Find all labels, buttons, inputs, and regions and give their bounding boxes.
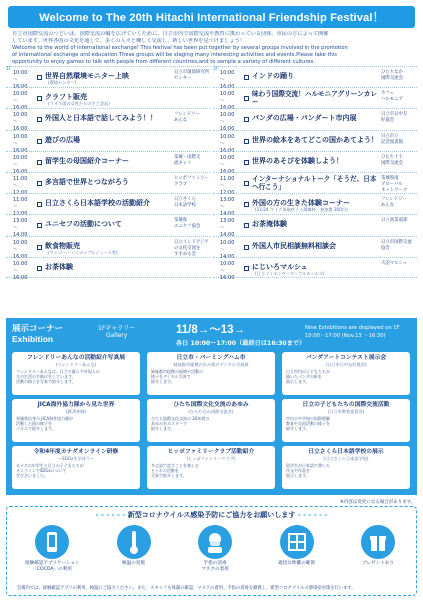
start-time: 11:00 <box>13 197 28 204</box>
end-time: 16:00 <box>220 274 235 281</box>
organizer-line: 日立インドアジア <box>174 239 209 245</box>
time-separator: 〜 <box>220 119 226 126</box>
end-time: 12:00 <box>220 189 235 196</box>
card-body-line: 茶城県出身の JICA海外協力隊が <box>16 416 74 421</box>
covid-item-label-line: 「COCOA」の利用 <box>32 567 72 572</box>
card-body <box>16 416 136 432</box>
start-time: 10:00 <box>220 154 235 161</box>
card-body-line: 多言語で話すことを楽しむ <box>151 463 199 468</box>
gift-icon <box>361 525 395 559</box>
checkbox-icon <box>37 160 42 165</box>
event-title: パンダの広場・パンダート市内展 <box>252 114 357 123</box>
organizer-line: 日立さくら <box>174 197 196 203</box>
organizer-line: ユニセフ協会 <box>174 224 201 230</box>
event-title: 味わう国際交流！ハルモニアグリーンカレー <box>252 90 377 107</box>
card-subtitle: (ヒッポファミリークラブ) <box>186 456 236 461</box>
exhibition-card <box>282 399 410 442</box>
organizer-line: 大沼マルシェ <box>381 260 408 266</box>
exhibition-card <box>147 352 275 395</box>
organizer-line: 茶城県 <box>174 218 188 224</box>
covid-item-label-line: プレゼントあり <box>362 561 394 566</box>
start-time: 10:00 <box>13 91 28 98</box>
time-range <box>13 261 35 282</box>
time-separator: 〜 <box>13 119 19 126</box>
title-dash: - - - - - - <box>297 511 328 519</box>
card-title: 日立さくら日本語学校の展示 <box>308 449 384 455</box>
exhibition-card <box>147 446 275 489</box>
card-body-line: 方の生活の手助けをしています。 <box>16 374 76 380</box>
event-title: 遊びの広場 <box>45 135 80 144</box>
intro-line: しています。世界各国の文化を通して、多くの人々と楝しく交流し、新しい世界を見つけましょう！ <box>12 38 245 44</box>
schedule-row <box>6 257 210 281</box>
end-time: 14:00 <box>13 232 28 239</box>
card-title: 令和4年度カナダオンライン研修 <box>33 449 119 455</box>
organizer <box>174 218 208 230</box>
event-title: クラフト販売 <box>45 93 87 102</box>
time-separator: 〜 <box>13 98 19 105</box>
organizer <box>174 112 208 124</box>
card-title: 日立の子どもたちの国際交流活動 <box>302 402 390 408</box>
card-body-line: 展示します。 <box>286 379 310 385</box>
checkbox-icon <box>37 245 42 250</box>
schedule-row <box>213 108 417 133</box>
end-time: 16:00 <box>220 168 235 175</box>
card-subtitle: (日立市日中友好協会) <box>325 362 367 367</box>
schedule-row <box>6 108 210 133</box>
card-title: 日立市・バーミングハム市 <box>176 355 246 361</box>
time-separator: 〜 <box>13 140 19 147</box>
covid-item-label <box>107 561 161 567</box>
organizer-line: ヒッポファミリー <box>174 175 209 181</box>
floor-label: 1F <box>6 67 12 72</box>
event-subtitle: (11/24 マイク再取材 / 入場無料・参加費 300円) <box>255 207 348 213</box>
organizer-line: 日立市環境研究所 <box>174 70 210 75</box>
checkbox-icon <box>244 181 249 186</box>
schedule-row <box>6 151 210 175</box>
exhibition-card <box>282 446 410 489</box>
card-title: パンダアートコンテスト展示会 <box>305 355 387 361</box>
start-time: 10:00 <box>220 239 235 246</box>
organizer-line: 茶城県南 <box>381 175 399 181</box>
end-time: 16:00 <box>13 253 28 260</box>
card-subtitle: (フレンドリーあんな) <box>55 362 97 367</box>
organizer-line: 国際交流会 <box>381 76 403 81</box>
event-subtitle: (環境センター) <box>48 80 77 85</box>
time-separator: 〜 <box>13 182 19 189</box>
covid-item-label-line: 手指の消毒 <box>203 561 227 566</box>
start-time: 11:00 <box>220 175 235 182</box>
exhibition-room <box>98 325 135 339</box>
event-title: お茶淹体験 <box>252 220 287 229</box>
organizer-line: センター <box>174 76 192 81</box>
event-title: ユニセフの活動について <box>45 220 122 229</box>
start-time: 10:00 <box>13 133 28 140</box>
organizer-line: 日立高茶道部 <box>381 218 408 224</box>
exhibition-card <box>147 399 275 442</box>
end-time: 16:00 <box>220 126 235 133</box>
card-subtitle: (JICA茶城) <box>66 409 86 414</box>
organizer-line: あんな <box>381 203 395 209</box>
event-title: 飲食物販売 <box>45 241 80 250</box>
end-time: 14:00 <box>220 253 235 260</box>
card-body-line: フレンドリーあんなは、日立で暮らす外国人の <box>16 369 100 374</box>
intro-line: Welcome to the world of international exchange! This festival has been put together by several groups involved in the promotion <box>12 45 348 51</box>
schedule-row <box>213 236 417 260</box>
event-title: 外国人と日本語で話してみよう！！ <box>45 114 157 123</box>
card-body-line: 姉妹都市提携の経緯や活動の <box>151 369 203 374</box>
organizer-line: 日立市立 <box>381 133 399 139</box>
organizer-line: クラブ <box>174 181 188 187</box>
organizer <box>174 70 208 82</box>
organizer-line: 好協会 <box>381 118 395 124</box>
organizer-line: 協会 <box>381 245 390 251</box>
organizer-line: 記念図書館 <box>381 139 403 145</box>
covid-title-text: 新型コロナウイルス感染予防にご協力をお願いします <box>127 511 296 519</box>
card-body <box>286 463 406 479</box>
start-time: 10:00 <box>220 70 235 76</box>
organizer <box>381 197 415 209</box>
schedule-row <box>213 172 417 196</box>
organizer <box>174 240 208 258</box>
event-subtitle: (ラオス国の女性たちの手工芸品) <box>48 101 110 107</box>
end-time: 16:00 <box>13 84 28 90</box>
covid-item <box>107 525 161 573</box>
covid-item <box>25 525 79 573</box>
start-time: 11:00 <box>13 175 28 182</box>
end-time: 14:00 <box>220 211 235 218</box>
room-name-en: Gallery <box>105 332 128 339</box>
schedule-row <box>213 66 417 90</box>
card-body-line: 紹介します。 <box>151 426 175 432</box>
organizer-line: フレンドリー <box>174 112 201 118</box>
start-time: 10:00 <box>13 70 28 76</box>
card-body-line: 紹介します。 <box>286 426 310 432</box>
covid-item-label <box>188 561 242 573</box>
card-body-line: 描いたパンダの絵を <box>286 374 322 380</box>
end-time: 16:00 <box>13 274 28 281</box>
checkbox-icon <box>37 202 42 207</box>
schedule-row <box>6 66 210 90</box>
organizer <box>381 176 415 194</box>
card-body <box>151 369 271 385</box>
checkbox-icon <box>244 245 249 250</box>
title-dash: - - - - - - <box>95 511 126 519</box>
checkbox-icon <box>37 181 42 186</box>
schedule-row <box>6 236 210 260</box>
time-separator: 〜 <box>220 182 226 189</box>
organizer-line: 日本語学校 <box>174 203 196 209</box>
event-title: 外国の方の生きた体験コーナー <box>252 199 350 208</box>
event-title: 外国人市民相談無料相談会 <box>252 241 336 250</box>
event-title: インターナショナルトーク「そうだ、日本へ行こう」 <box>252 174 377 191</box>
organizer <box>381 218 415 224</box>
card-title: JICA海外協力隊から見た世界 <box>37 402 115 408</box>
card-title: ひたち国際文化交流のあゆみ <box>173 402 249 408</box>
card-title: フレンドリーあんなの活動紹介写真展 <box>26 355 126 361</box>
exhibition-card <box>282 352 410 395</box>
organizer-line: ネットワーク <box>381 187 408 193</box>
organizer-line: 流ネット <box>174 160 192 166</box>
organizer <box>381 240 415 252</box>
card-body <box>286 369 406 385</box>
covid-item-label-line: 適切な距離の確保 <box>278 561 315 566</box>
card-subtitle: 姉妹都市提携の歩み紹介デジタル写真展 <box>173 362 249 367</box>
organizer-line: 日立市日中友 <box>381 112 408 118</box>
card-body-line: 市内小中学校の国際理解 <box>286 416 330 421</box>
exhibition-english-note <box>305 324 400 340</box>
opening-hours: 各日 10:00～17:00（最終日は16:30まで） <box>176 340 306 347</box>
schedule-right <box>213 66 417 281</box>
time-separator: 〜 <box>13 77 19 83</box>
schedule-left <box>6 66 210 281</box>
time-range <box>220 261 242 282</box>
organizer <box>381 261 415 267</box>
checkbox-icon <box>37 223 42 228</box>
event-title: 留学生の母国紹介コーナー <box>45 156 129 165</box>
card-body-line: 様子をデジタル写真で <box>151 374 191 380</box>
organizer-line: フレンドリー <box>381 197 408 203</box>
covid-title <box>7 510 416 520</box>
organizer <box>381 70 415 82</box>
schedule-row <box>213 151 417 175</box>
schedule-row <box>213 214 417 239</box>
english-note-line: 10:00～17:00 (Nov.13 ～16:30) <box>305 333 386 339</box>
event-title: 多言語で世界とつながろう <box>45 177 129 186</box>
event-subtitle: (日立ゴミセンターマーブルホールズ) <box>255 270 325 276</box>
schedule-row <box>6 172 210 196</box>
card-body-line: 写真で紹介します。 <box>151 473 187 479</box>
organizer-line: ひたち十王 <box>381 154 403 160</box>
intro-line: 日立市国際交流のつどいは、国際交流の輪を広げていくために、日立市内で国際交流や教育に携わっている団体、市民の方によって開催 <box>12 31 329 37</box>
schedule-row <box>213 87 417 112</box>
organizer <box>381 155 415 167</box>
organizer-line: すすめる会 <box>174 251 196 257</box>
time-separator: 〜 <box>220 161 226 168</box>
card-body-line: 日立市内の子どもたちが <box>286 369 330 374</box>
intro-line: of international exchange and education.These groups will be staging many interesting activities and events.Please take this <box>12 52 337 58</box>
end-time: 16:00 <box>13 105 28 112</box>
card-subtitle: (ひたちなか国際交流会) <box>188 409 234 414</box>
schedule-row <box>213 257 417 281</box>
organizer <box>174 197 208 209</box>
schedule-row <box>6 87 210 112</box>
card-body-line: ヒッポの活動を <box>151 468 179 474</box>
card-body <box>151 463 271 479</box>
organizer <box>381 91 415 103</box>
schedule-row <box>213 193 417 218</box>
exhibition-title-en: Exhibition <box>12 334 54 344</box>
time-separator: 〜 <box>13 267 19 274</box>
organizer-line: 茶城・国際交 <box>174 154 201 160</box>
organizer-line: 国際交流会 <box>381 160 403 166</box>
event-subtitle: (マンゴー・パイナップルジュース等) <box>48 249 118 255</box>
checkbox-icon <box>244 160 249 165</box>
covid-item-label <box>270 561 324 567</box>
organizer-line: カフェ <box>381 91 394 97</box>
start-time: 13:00 <box>13 218 28 225</box>
checkbox-icon <box>244 202 249 207</box>
exhibition-card <box>12 399 140 442</box>
covid-item-label <box>25 561 79 573</box>
covid-item <box>351 525 405 573</box>
end-time: 12:00 <box>13 211 28 218</box>
end-time: 16:00 <box>220 105 235 112</box>
schedule-row <box>6 214 210 239</box>
change-note: ※内容は変更になる場合があります。 <box>340 500 416 505</box>
card-body-line: 活動した国の様子を <box>16 421 52 427</box>
covid-item-label <box>351 561 405 567</box>
event-title: インドの踊り <box>252 72 294 80</box>
exhibition-panel <box>6 318 417 495</box>
exhibition-card <box>12 446 140 489</box>
time-separator: 〜 <box>220 140 226 147</box>
organizer <box>174 176 208 188</box>
card-body <box>16 369 136 385</box>
checkbox-icon <box>37 75 42 80</box>
checkbox-icon <box>37 96 42 101</box>
time-separator: 〜 <box>220 77 226 83</box>
room-name-jp: 1Fギャラリー <box>98 325 136 332</box>
checkbox-icon <box>244 223 249 228</box>
start-time: 10:00 <box>13 260 28 267</box>
end-time: 16:00 <box>13 126 28 133</box>
organizer-line: の文化交流を <box>174 245 201 251</box>
card-body <box>16 463 136 479</box>
exhibition-card <box>12 352 140 395</box>
checkbox-icon <box>244 117 249 122</box>
end-time: 16:00 <box>13 147 28 154</box>
card-body-line: パネルで紹介します。 <box>16 426 56 432</box>
covid-item <box>188 525 242 573</box>
start-time: 13:00 <box>220 197 235 204</box>
date-range: 11/8→〜13→ <box>176 324 246 336</box>
event-title: 世界のあそびを体験しよう！ <box>252 156 343 165</box>
intro-text <box>12 31 414 66</box>
time-separator: 〜 <box>220 267 226 274</box>
schedule-row <box>213 130 417 154</box>
schedule-row <box>6 130 210 154</box>
covid-item-label-line: マスクの着用 <box>201 567 229 572</box>
card-body-line: 紹介します。 <box>151 379 175 385</box>
end-time: 12:00 <box>13 189 28 196</box>
time-separator: 〜 <box>13 161 19 168</box>
start-time: 13:00 <box>220 218 235 225</box>
checkbox-icon <box>244 139 249 144</box>
checkbox-icon <box>37 139 42 144</box>
event-title: お茶体験 <box>45 262 73 271</box>
card-subtitle: (日立さくら日本語学校) <box>323 456 369 461</box>
organizer <box>381 134 415 146</box>
time-separator: 〜 <box>13 204 19 211</box>
event-title: 日立さくら日本語学校の活動紹介 <box>45 199 150 208</box>
event-title: 世界自然環境モニター上映 <box>45 72 129 80</box>
start-time: 10:00 <box>220 260 235 267</box>
event-title: 世界の絵本をあてどこの国かあてよう！ <box>252 135 378 144</box>
card-body-line: 留学生が日本語で書いた <box>286 463 330 468</box>
covid-item <box>270 525 324 573</box>
organizer-line: グローバル <box>381 181 403 187</box>
organizer-line: ひたちなか <box>381 70 403 75</box>
exhibition-heading <box>12 322 63 344</box>
schedule-row <box>6 193 210 218</box>
organizer-line: ハルモニア <box>381 97 403 103</box>
time-separator: 〜 <box>13 225 19 232</box>
checkbox-icon <box>37 117 42 122</box>
organizer <box>381 112 415 124</box>
start-time: 10:00 <box>13 154 28 161</box>
start-time: 10:00 <box>220 91 235 98</box>
organizer-line: あんな <box>174 118 188 124</box>
start-time: 10:00 <box>220 112 235 119</box>
card-body-line: 教育や交流活動の様子を <box>286 421 330 427</box>
ventilation-icon <box>280 525 314 559</box>
event-title: にじいろマルシェ <box>252 262 308 271</box>
english-note-line: Nine Exhibitions are displayed on 1F <box>305 325 400 331</box>
covid-icons <box>25 525 405 573</box>
start-time: 10:00 <box>220 133 235 140</box>
end-time: 14:00 <box>220 232 235 239</box>
festival-banner: Welcome to The 20th Hitachi International Friendship Festival！ <box>8 6 415 28</box>
time-separator: 〜 <box>13 246 19 253</box>
card-title: ヒッポファミリークラブ活動紹介 <box>167 449 255 455</box>
checkbox-icon <box>37 266 42 271</box>
thermometer-icon <box>117 525 151 559</box>
card-body <box>151 416 271 432</box>
covid-item-label-line: 接触確認アプリケーション <box>25 561 80 566</box>
card-body-line: 展示します。 <box>286 473 310 479</box>
mask-icon <box>198 525 232 559</box>
organizer-line: 日立市国際交流 <box>381 239 412 245</box>
covid-item-label-line: 検温の実施 <box>122 561 145 566</box>
floor-label: 2F <box>213 67 219 72</box>
time-separator: 〜 <box>220 98 226 105</box>
end-time: 16:00 <box>220 147 235 154</box>
card-body-line: オンラインでSDGsについて <box>16 468 67 474</box>
card-body-line: 学び合いました。 <box>16 473 48 479</box>
card-body <box>286 416 406 432</box>
checkbox-icon <box>244 75 249 80</box>
checkbox-icon <box>244 266 249 271</box>
time-separator: 〜 <box>220 246 226 253</box>
intro-line: opportunity to enjoy games to talk with people from different countries,and to sample a variety of different cultures. <box>12 59 315 65</box>
time-separator: 〜 <box>220 204 226 211</box>
card-body-line: 活動の様子を写真で紹介します。 <box>16 379 76 385</box>
card-subtitle: 〜SDGsを学ぼう〜 <box>57 456 95 461</box>
end-time: 16:00 <box>220 84 235 90</box>
covid-notice <box>6 506 417 596</box>
phone-icon <box>35 525 69 559</box>
covid-footer: 会場内では、接触確認アプリの利用、検温にご協力ください。また、スタッフも体調の確認、マスクの着用、手指の消毒を徹底し、新型コロナウイルス感染症対策を行います。 <box>17 586 356 591</box>
exhibition-title-jp: 展示コーナー <box>12 324 64 334</box>
card-body-line: カナダの中学生と日立の子どもたちが <box>16 463 84 468</box>
card-body-line: あゆみをポスターで <box>151 421 187 427</box>
end-time: 16:00 <box>13 168 28 175</box>
start-time: 10:00 <box>13 112 28 119</box>
exhibition-dates <box>176 321 305 347</box>
card-body-line: ひたち国際文化交流の 20年間の <box>151 416 210 421</box>
time-separator: 〜 <box>220 225 226 232</box>
organizer <box>174 155 208 167</box>
card-body-line: 作文や作品を <box>286 468 310 474</box>
checkbox-icon <box>244 96 249 101</box>
start-time: 10:00 <box>13 239 28 246</box>
card-subtitle: (日立市教育委員会) <box>327 409 365 414</box>
